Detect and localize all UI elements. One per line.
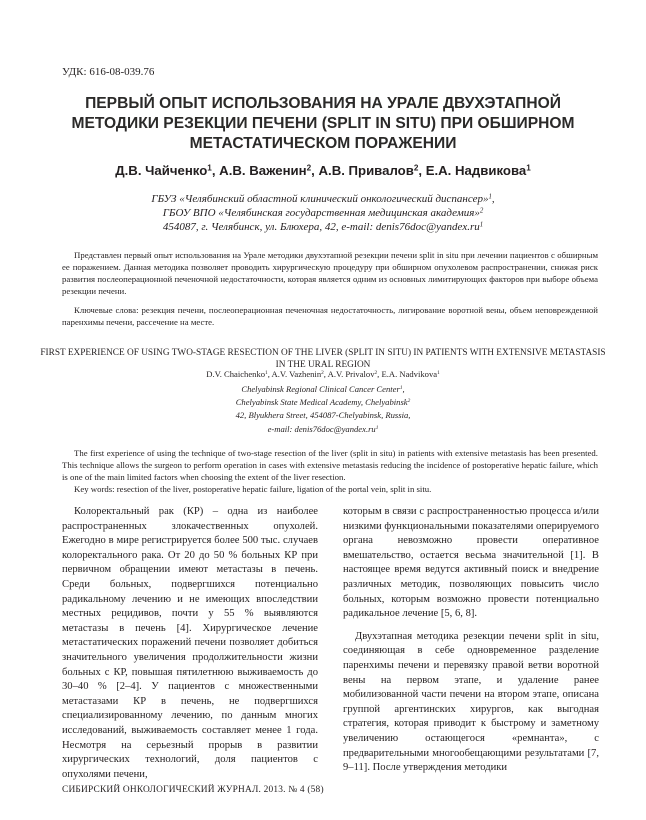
english-title: FIRST EXPERIENCE OF USING TWO-STAGE RESECTION OF THE LIVER (SPLIT IN SITU) IN PATIENTS WITH EXTENSIVE METASTASIS IN THE URAL REGION — [40, 348, 606, 371]
article-title: ПЕРВЫЙ ОПЫТ ИСПОЛЬЗОВАНИЯ НА УРАЛЕ ДВУХЭТАПНОЙ МЕТОДИКИ РЕЗЕКЦИИ ПЕЧЕНИ (SPLIT IN SITU) ПРИ ОБШИРНОМ МЕТАСТАТИЧЕСКОМ ПОРАЖЕНИИ — [71, 95, 575, 152]
affiliation-address: 454087, г. Челябинск, ул. Блюхера, 42, e-mail: $denis76doc@yandex.ru^1$ — [162, 221, 484, 233]
body-column-right — [343, 505, 599, 776]
affiliation-line: ГБОУ ВПО «Челябинская государственная медицинская академия»$^2$ — [162, 207, 484, 219]
author-affiliation-index: 2 — [413, 163, 419, 173]
author-list: Д.В. Чайченко$^1$, А.В. Важенин$^2$, А.В. Привалов$^2$, Е.А. Надвикова$^1$ — [115, 163, 531, 178]
keywords-english: Key words: resection of the liver, postoperative hepatic failure, ligation of the portal vein, split in situ. — [74, 484, 432, 494]
keywords-russian: Ключевые слова: резекция печени, послеоперационная печеночная недостаточность, лигирование воротной вены, объем неповрежденной паренхимы печени, рассечение на месте. — [62, 305, 598, 327]
english-author-list: D.V. Chaichenko$^1$, A.V. Vazhenin$^2$, A.V. Privalov$^2$, E.A. Nadvikova$^1$ — [206, 369, 440, 379]
affiliation-address: 42, Blyukhera Street, 454087-Chelyabinsk, Russia, — [235, 410, 411, 421]
affiliation-line: ГБУЗ «Челябинский областной клинический онкологический диспансер»$^1$, — [151, 193, 495, 205]
abstract-russian: Представлен первый опыт использования на Урале методики двухэтапной резекции печени split in situ при лечении пациентов с обширным ее поражением. Данная методика позволяет проводить хирургическую процедуру при обширном опухолевом распространении, снижая риск развития послеоперационной печеночной недостаточности, которая является одним из основных лимитирующих факторов при выборе объема резекции печени. — [62, 250, 598, 296]
author-name: A.V. Vazhenin — [271, 369, 322, 379]
affiliation-email: e-mail: $denis76doc@yandex.ru^1$ — [267, 423, 379, 434]
author-name: D.V. Chaichenko — [206, 369, 266, 379]
udc-code: УДК: 616-08-039.76 — [62, 66, 155, 78]
author-affiliation-index: 1 — [207, 163, 212, 173]
abstract-english: The first experience of using the technique of two-stage resection of the liver (split in situ) in patients with extensive metastasis has been presented. This technique allows the surgeon to perform operation in cases with extensive metastasis reducing the incidence of postoperative hepatic failure, which is one of the main limited factors when choosing the extent of the liver resection. — [62, 448, 598, 482]
author-affiliation-index: 2 — [306, 163, 312, 173]
affiliation-block — [40, 192, 606, 234]
author-name: Е.А. Надвикова — [425, 163, 527, 178]
body-paragraph: которым в связи с распространенностью процесса и/или низкими функциональными показателями оперируемого органа невозможно провести оперативное вмешательство, остается весьма значительной [1]. В настоящее время ведутся активный поиск и внедрение различных методик, позволяющих повысить число больных, которым возможно провести потенциально радикальное лечение [5, 6, 8]. — [343, 506, 599, 620]
author-name: А.В. Привалов — [318, 163, 414, 178]
body-paragraph: Колоректальный рак (КР) – одна из наиболее распространенных злокачественных опухолей. Ежегодно в мире регистрируется более 500 тыс. случаев колоректального рака. От 20 до 50 % больных КР при первичном обращении имеют метастазы в печень. Среди больных, подвергшихся потенциально радикальному лечению и не имеющих впоследствии местных рецидивов, почти у 55 % выявляются метастазы в печень [4]. Хирургическое лечение метастатических поражений печени позволяет добиться значительного увеличения продолжительности жизни больных с КР, повышая пятилетнюю выживаемость до 30–40 % [2–4]. У пациентов с множественными метастазами КР в печень, не подвергшихся специализированному лечению, по данным многих исследований, выживаемость составляет менее 1 года. Несмотря на серьезный прорыв в развитии хирургических технологий, доля пациентов с опухолями печени, — [62, 506, 318, 780]
author-name: Д.В. Чайченко — [115, 163, 208, 178]
english-affiliation-block — [40, 383, 606, 436]
body-paragraph: Двухэтапная методика резекции печени split in situ, соединяющая в себе одновременное разделение паренхимы печени и перевязку правой ветви воротной вены на первом этапе, и удаление ранее мобилизованной части печени на втором этапе, описана группой аргентинских хирургов, как выгодная стратегия, которая приводит к быстрому и заметному увеличению остающегося «ремнанта», с предварительными многообещающими результатами [7, 9–11]. После утверждения методики — [343, 630, 599, 774]
journal-footer: СИБИРСКИЙ ОНКОЛОГИЧЕСКИЙ ЖУРНАЛ. 2013. № 4 (58) — [62, 785, 324, 795]
author-name: А.В. Важенин — [219, 163, 307, 178]
author-name: A.V. Privalov — [327, 369, 375, 379]
affiliation-line: Chelyabinsk State Medical Academy, Chelyabinsk$^2$ — [235, 397, 411, 408]
author-affiliation-index: 1 — [526, 163, 531, 173]
affiliation-line: Chelyabinsk Regional Clinical Cancer Center$^1$, — [241, 384, 405, 394]
body-column-left — [62, 505, 318, 782]
author-name: E.A. Nadvikova — [381, 369, 438, 379]
